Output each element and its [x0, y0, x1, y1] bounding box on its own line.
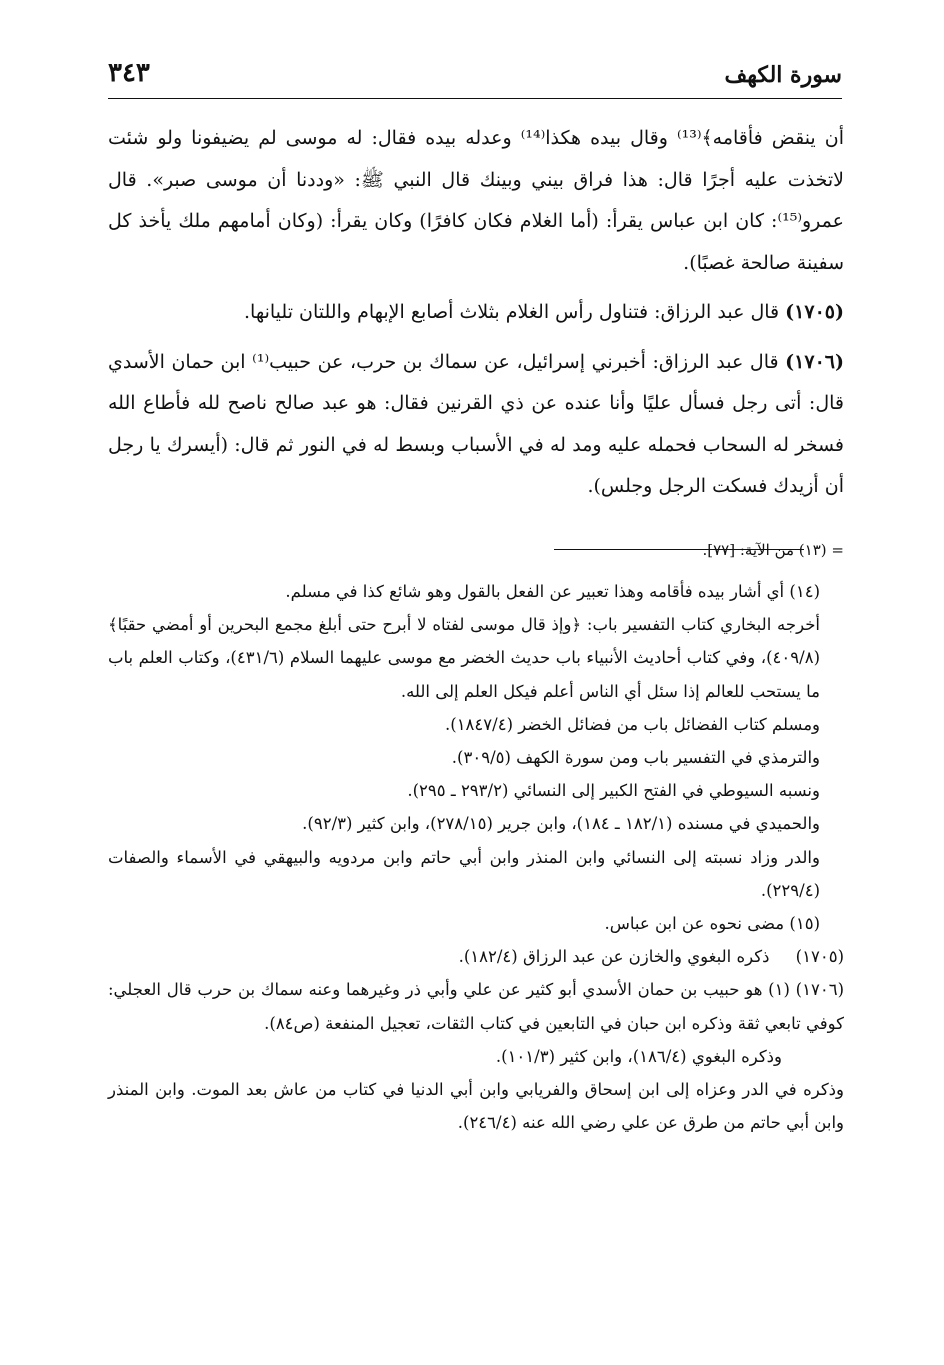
- page-header: [108, 58, 842, 99]
- hadith-text: قال عبد الرزاق: أخبرني إسرائيل، عن سماك بن حرب، عن حبيب⁽¹⁾ ابن حمان الأسدي قال: أتى رجل فسأل عليًا وأنا عنده عن ذي القرنين فقال: هو عبد صالح ناصح لله فأطاع الله فسخر له السحاب فحمله عليه ومد له في الأسباب وبسط له في النور ثم قال: (أيسرك يا رجل أن أزيدك فسكت الرجل وجلس).: [108, 350, 844, 497]
- footnote-1705: [108, 940, 844, 973]
- footnote-line: والترمذي في التفسير باب ومن سورة الكهف (٣٠٩/٥).: [451, 748, 820, 768]
- footnotes: [108, 575, 844, 1139]
- hadith-1706: [108, 342, 844, 508]
- footnote-line: ونسبه السيوطي في الفتح الكبير إلى النسائي (٢٩٣/٢ ـ ٢٩٥).: [407, 781, 820, 801]
- footnote-14: (١٤) أي أشار بيده فأقامه وهذا تعبير عن الفعل بالقول وهو شائع كذا في مسلم.: [285, 582, 820, 601]
- footnote-line: وذكره في الدر وعزاه إلى ابن إسحاق والفريابي وابن أبي الدنيا في كتاب من عاش بعد الموت. وابن المنذر وابن أبي حاتم من طرق عن علي رضي الله عنه (٢٤٦/٤).: [108, 1080, 844, 1133]
- divider-line: [554, 549, 804, 550]
- footnote-line: والحميدي في مسنده (١٨٢/١ ـ ١٨٤)، وابن جرير (٢٧٨/١٥)، وابن كثير (٩٢/٣).: [302, 814, 820, 834]
- footnote-1706: [108, 973, 844, 1039]
- surah-title: سورة الكهف: [724, 62, 842, 88]
- footnote-line: والدر وزاد نسبته إلى النسائي وابن المنذر وابن أبي حاتم وابن مردويه والبيهقي في الأسماء والصفات (٢٢٩/٤).: [108, 847, 820, 900]
- main-paragraph: أن ينقض فأقامه﴾⁽¹³⁾ وقال بيده هكذا⁽¹⁴⁾ وعدله بيده فقال: له موسى لم يضيفونا ولو شئت لاتخذت عليه أجرًا قال: هذا فراق بيني وبينك قال النبي ﷺ: «وددنا أن موسى صبر». قال عمرو⁽¹⁵⁾: كان ابن عباس يقرأ: (أما الغلام فكان كافرًا) وكان يقرأ: (وكان أمامهم ملك يأخذ كل سفينة صالحة غصبًا).: [108, 127, 844, 274]
- main-text: [108, 118, 844, 508]
- page-number: ٣٤٣: [108, 58, 150, 88]
- footnote-separator: [108, 541, 844, 571]
- hadith-number: (١٧٠٦): [785, 350, 844, 373]
- footnote-line: وذكره البغوي (١٨٦/٤)، وابن كثير (١٠١/٣).: [495, 1046, 782, 1066]
- hadith-number: (١٧٠٥): [785, 301, 844, 323]
- footnote-15: (١٥) مضى نحوه عن ابن عباس.: [604, 914, 820, 934]
- footnote-line: أخرجه البخاري كتاب التفسير باب: ﴿وإذ قال موسى لفتاه لا أبرح حتى أبلغ مجمع البحرين أو أمضي حقبًا﴾ (٤٠٩/٨)، وفي كتاب أحاديث الأنبياء باب حديث الخضر مع موسى عليهما السلام (٤٣١/٦)، وكتاب العلم باب ما يستحب للعالم إذا سئل أي الناس أعلم فيكل العلم إلى الله.: [108, 615, 820, 701]
- hadith-1705: [108, 292, 844, 334]
- footnote-continuation: = (١٣) من الآية: [٧٧].: [702, 541, 844, 559]
- footnote-text: ذكره البغوي والخازن عن عبد الرزاق (١٨٢/٤).: [458, 947, 770, 967]
- footnote-number: (١٧٠٥): [795, 947, 844, 967]
- footnote-text: (١) هو حبيب بن حمان الأسدي أبو كثير عن علي وأبي ذر وغيرهما وعنه سماك بن حرب قال العجلي: كوفي تابعي ثقة وذكره ابن حبان في التابعين في كتاب الثقات، تعجيل المنفعة (ص٨٤).: [108, 980, 844, 1033]
- footnote-number: (١٧٠٦): [795, 980, 844, 1000]
- hadith-text: قال عبد الرزاق: فتناول رأس الغلام بثلاث أصابع الإبهام واللتان تليانها.: [244, 301, 780, 323]
- footnote-line: ومسلم كتاب الفضائل باب من فضائل الخضر (١٨٤٧/٤).: [445, 714, 820, 734]
